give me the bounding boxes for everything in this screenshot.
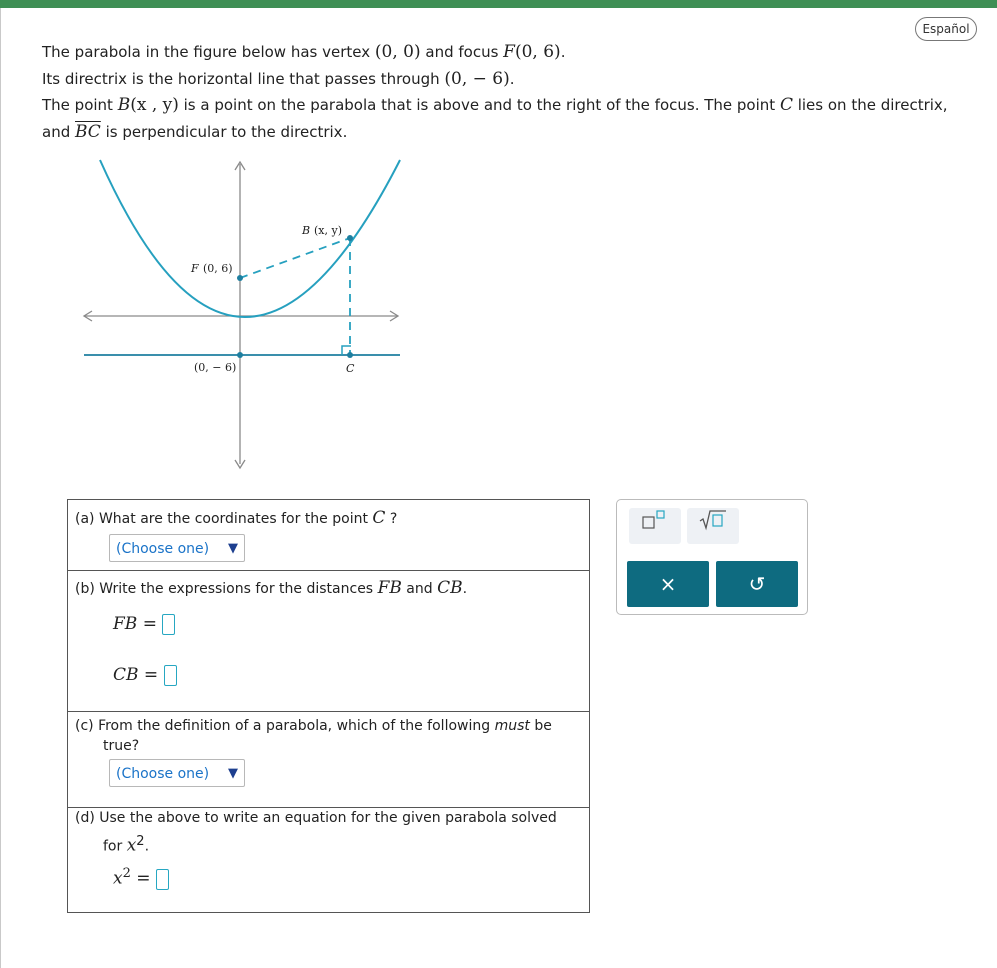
b-point [347, 235, 353, 241]
parabola-graph [80, 158, 410, 478]
segment-fb [240, 238, 350, 278]
question-b-text: (b) Write the expressions for the distances FB and CB. [75, 578, 468, 598]
left-border [0, 8, 1, 968]
fb-equation: FB = [113, 614, 175, 635]
question-d [68, 808, 589, 912]
parabola-curve [100, 160, 400, 317]
directrix-point [237, 352, 243, 358]
question-a-text: (a) What are the coordinates for the point C ? [75, 508, 398, 528]
c-point [347, 352, 353, 358]
top-bar [0, 0, 997, 8]
question-b [68, 571, 589, 712]
focus-point [237, 275, 243, 281]
superscript-icon [640, 509, 670, 531]
cb-answer-input[interactable] [164, 665, 177, 686]
undo-button[interactable]: ↺ [716, 561, 798, 607]
problem-line-3: The point B(x , y) is a point on the parabola that is above and to the right of the focus. The point C lies on the directrix, [42, 95, 948, 115]
math-tool-panel [616, 499, 808, 615]
chevron-down-icon: ▼ [228, 766, 238, 781]
clear-button[interactable]: × [627, 561, 709, 607]
cb-equation: CB = [113, 665, 177, 686]
sqrt-button[interactable] [687, 508, 739, 544]
question-c-text: (c) From the definition of a parabola, which of the following must be true? [75, 718, 552, 754]
x2-answer-input[interactable] [156, 869, 169, 890]
chevron-down-icon: ▼ [228, 541, 238, 556]
question-c-dropdown[interactable]: (Choose one) ▼ [109, 759, 245, 787]
question-a-dropdown[interactable]: (Choose one) ▼ [109, 534, 245, 562]
problem-line-4: and $\overline{BC}$ is perpendicular to the directrix. [42, 122, 348, 142]
question-d-text: (d) Use the above to write an equation for the given parabola solved [75, 810, 557, 826]
problem-line-1: The parabola in the figure below has vertex (0, 0) and focus F(0, 6). [42, 42, 566, 62]
questions-panel [67, 499, 590, 913]
question-d-for-text: for $x^2$. [103, 834, 150, 856]
directrix-point-label: (0, − 6) [194, 361, 237, 374]
problem-line-2: Its directrix is the horizontal line that passes through (0, − 6). [42, 69, 515, 89]
fb-answer-input[interactable] [162, 614, 175, 635]
c-label: C [346, 362, 355, 375]
question-c [68, 712, 589, 808]
language-button[interactable]: Español [915, 17, 977, 41]
f-coords-label: (0, 6) [203, 262, 233, 275]
x2-equation: $x^2$ = [113, 866, 169, 890]
f-label: F [191, 262, 199, 275]
b-label: B [302, 224, 311, 237]
superscript-button[interactable] [629, 508, 681, 544]
sqrt-icon [698, 509, 728, 531]
b-coords-label: (x, y) [314, 224, 342, 237]
question-a [68, 500, 589, 571]
